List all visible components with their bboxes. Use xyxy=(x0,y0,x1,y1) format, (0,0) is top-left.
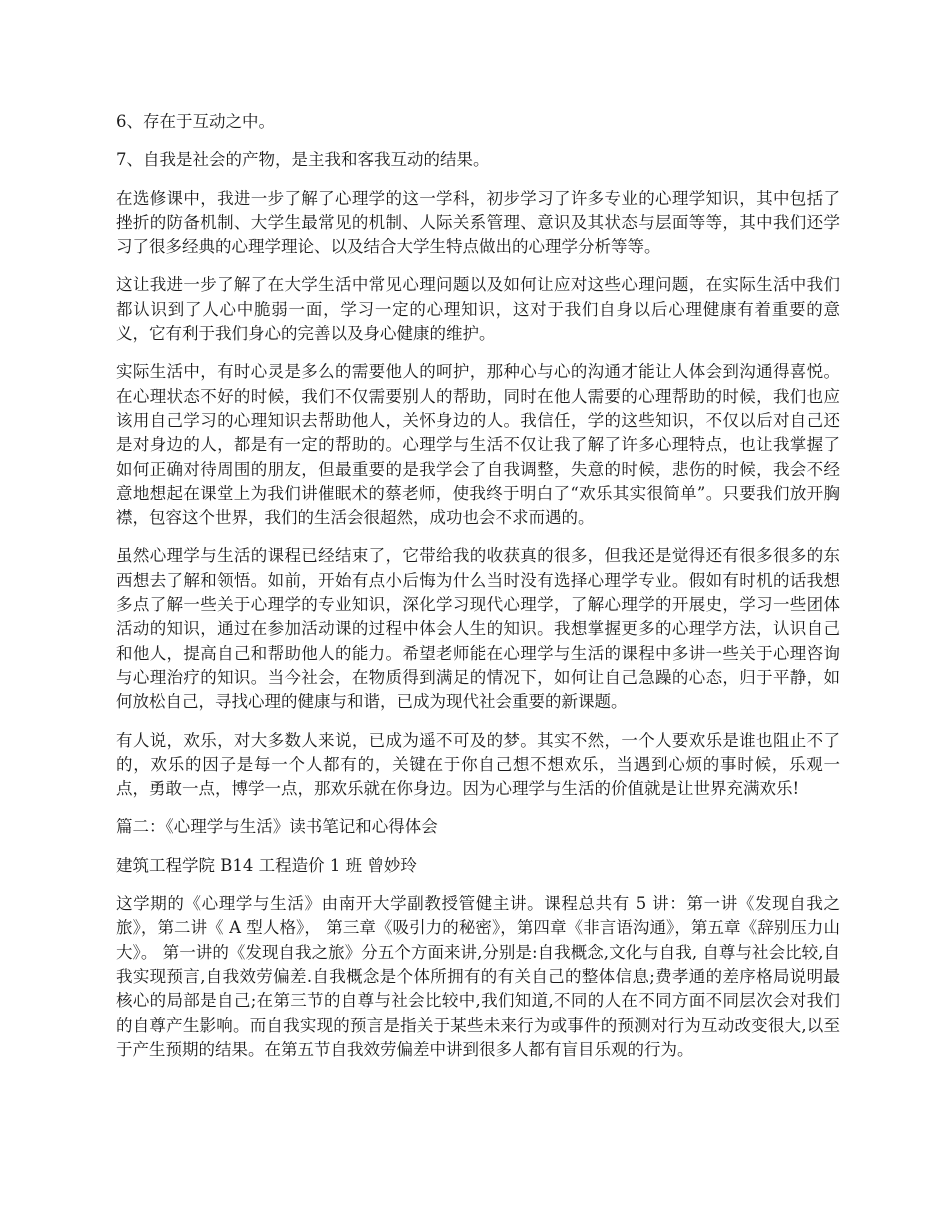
author-line: 建筑工程学院 B14 工程造价 1 班 曾妙玲 xyxy=(116,855,417,875)
document-body xyxy=(116,110,840,1076)
paragraph-happiness: 有人说，欢乐，对大多数人来说，已成为遥不可及的梦。其实不然，一个人要欢乐是谁也阻止不了的，欢乐的因子是每一个人都有的，关键在于你自己想不想欢乐，当遇到心烦的事时候，乐观一点，勇敢一点，博学一点，那欢乐就在你身边。因为心理学与生活的价值就是让世界充满欢乐! xyxy=(116,730,840,799)
paragraph-item-6: 6、存在于互动之中。 xyxy=(116,112,275,131)
section-heading: 篇二：《心理学与生活》读书笔记和心得体会 xyxy=(116,817,438,837)
paragraph-course-summary: 这学期的《心理学与生活》由南开大学副教授管健主讲。课程总共有 5 讲：第一讲《发现自我之旅》，第二讲《 A 型人格》， 第三章《吸引力的秘密》，第四章《非言语沟通》，第五章《辞别压力山大》。 第一讲的《发现自我之旅》分五个方面来讲,分别是:自我概念,文化与自我, 自尊与社会比较,自我实现预言,自我效劳偏差.自我概念是个体所拥有的有关自己的整体信息;费孝通的差序格局说明最核心的局部是自己;在第三节的自尊与社会比较中,我们知道,不同的人在不同方面不同层次会对我们的自尊产生影响。而自我实现的预言是指关于某些未来行为或事件的预测对行为互动改变很大,以至于产生预期的结果。在第五节自我效劳偏差中讲到很多人都有盲目乐观的行为。 xyxy=(116,894,840,1059)
paragraph-elective-course: 在选修课中，我进一步了解了心理学的这一学科，初步学习了许多专业的心理学知识，其中包括了挫折的防备机制、大学生最常见的机制、人际关系管理、意识及其状态与层面等等，其中我们还学习了很多经典的心理学理论、以及结合大学生特点做出的心理学分析等等。 xyxy=(116,188,840,257)
paragraph-real-life: 实际生活中，有时心灵是多么的需要他人的呵护，那种心与心的沟通才能让人体会到沟通得喜悦。在心理状态不好的时候，我们不仅需要别人的帮助，同时在他人需要的心理帮助的时候，我们也应该用自己学习的心理知识去帮助他人，关怀身边的人。我信任，学的这些知识，不仅以后对自己还是对身边的人，都是有一定的帮助的。心理学与生活不仅让我了解了许多心理特点，也让我掌握了如何正确对待周围的朋友，但最重要的是我学会了自我调整，失意的时候，悲伤的时候，我会不经意地想起在课堂上为我们讲催眠术的蔡老师，使我终于明白了“欢乐其实很简单”。只要我们放开胸襟，包容这个世界，我们的生活会很超然，成功也会不求而遇的。 xyxy=(116,362,840,528)
paragraph-course-ended: 虽然心理学与生活的课程已经结束了，它带给我的收获真的很多，但我还是觉得还有很多很多的东西想去了解和领悟。如前，开始有点小后悔为什么当时没有选择心理学专业。假如有时机的话我想多点了解一些关于心理学的专业知识，深化学习现代心理学，了解心理学的开展史，学习一些团体活动的知识，通过在参加活动课的过程中体会人生的知识。我想掌握更多的心理学方法，认识自己和他人，提高自己和帮助他人的能力。希望老师能在心理学与生活的课程中多讲一些关于心理咨询与心理治疗的知识。当今社会，在物质得到满足的情况下，如何让自己急躁的心态，归于平静，如何放松自己，寻找心理的健康与和谐，已成为现代社会重要的新课题。 xyxy=(116,546,840,712)
paragraph-item-7: 7、自我是社会的产物，是主我和客我互动的结果。 xyxy=(116,150,490,170)
paragraph-college-life: 这让我进一步了解了在大学生活中常见心理问题以及如何让应对这些心理问题，在实际生活中我们都认识到了人心中脆弱一面，学习一定的心理知识，这对于我们自身以后心理健康有着重要的意义，它有利于我们身心的完善以及身心健康的维护。 xyxy=(116,275,840,344)
